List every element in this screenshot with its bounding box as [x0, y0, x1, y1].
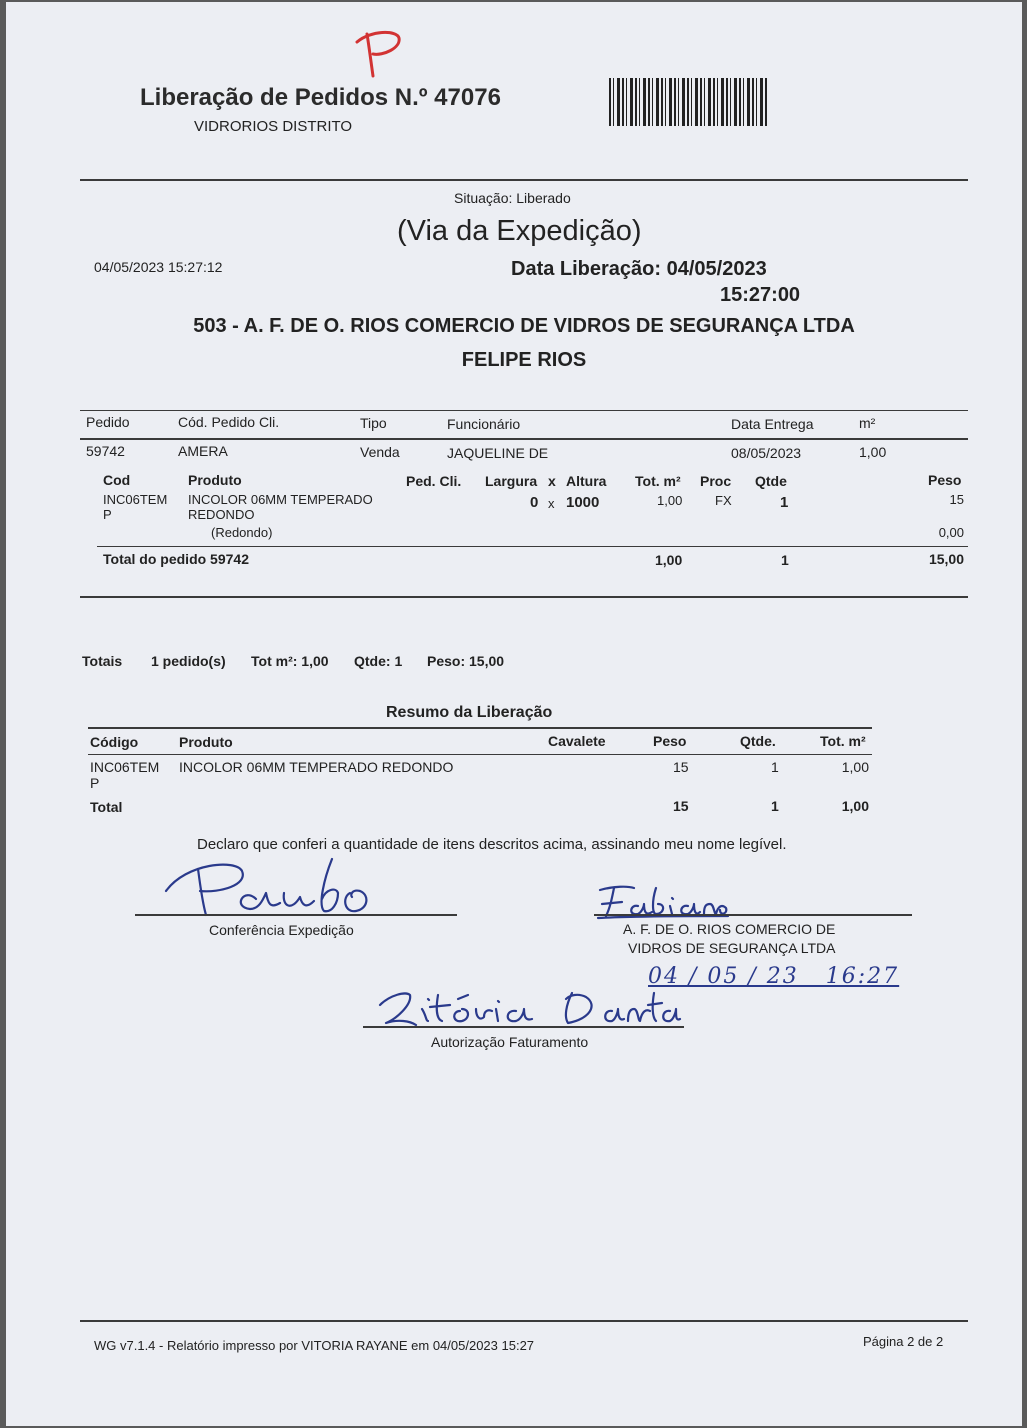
col-pedido: Pedido	[86, 414, 130, 430]
item-col-cod: Cod	[103, 472, 131, 488]
item-col-proc: Proc	[700, 473, 732, 489]
barcode	[609, 78, 767, 126]
signature-line-client	[594, 914, 912, 916]
document-title: Liberação de Pedidos N.º 47076	[140, 84, 501, 111]
item-col-ped-cli: Ped. Cli.	[406, 473, 462, 489]
signature-line-autorizacao	[363, 1026, 684, 1028]
data-liberacao: Data Liberação: 04/05/2023	[511, 258, 767, 280]
resumo-col-tot-m2: Tot. m²	[820, 733, 866, 749]
resumo-produto: INCOLOR 06MM TEMPERADO REDONDO	[179, 759, 454, 775]
order-total-m2: 1,00	[655, 552, 683, 568]
resumo-total-qtde: 1	[771, 798, 779, 814]
order-table-top-rule	[80, 410, 968, 411]
resumo-codigo-line1: INC06TEM	[90, 759, 160, 775]
footer-rule	[80, 1320, 968, 1322]
item-proc: FX	[715, 493, 732, 508]
resumo-peso: 15	[673, 759, 689, 775]
totals-pedidos: 1 pedido(s)	[151, 653, 226, 669]
item-col-qtde: Qtde	[755, 473, 787, 489]
resumo-tot-m2: 1,00	[841, 759, 869, 775]
item-col-peso: Peso	[928, 472, 962, 488]
footer-report: WG v7.1.4 - Relatório impresso por VITORIA RAYANE em 04/05/2023 15:27	[94, 1338, 535, 1353]
item-produto-detail: (Redondo)	[211, 525, 273, 540]
resumo-col-cavalete: Cavalete	[548, 733, 606, 749]
row-cod-pedido-cli: AMERA	[178, 443, 228, 459]
col-m2: m²	[859, 415, 876, 431]
client-name: 503 - A. F. DE O. RIOS COMERCIO DE VIDROS DE SEGURANÇA LTDA	[193, 315, 855, 337]
item-altura: 1000	[566, 494, 600, 511]
printed-datetime: 04/05/2023 15:27:12	[94, 259, 223, 275]
totals-peso: Peso: 15,00	[427, 653, 505, 669]
resumo-qtde: 1	[771, 759, 779, 775]
col-tipo: Tipo	[360, 415, 387, 431]
item-col-x: x	[548, 473, 556, 489]
resumo-col-codigo: Código	[90, 734, 139, 750]
col-cod-pedido-cli: Cód. Pedido Cli.	[178, 414, 280, 430]
hora-liberacao: 15:27:00	[720, 284, 801, 306]
totals-label: Totais	[82, 653, 123, 669]
item-produto-line2: REDONDO	[188, 507, 255, 522]
item-cod-line2: P	[103, 507, 112, 522]
item-qtde: 1	[780, 494, 789, 511]
resumo-codigo-line2: P	[90, 775, 100, 791]
order-table-bottom-rule	[80, 596, 968, 598]
signature-client-line1: A. F. DE O. RIOS COMERCIO DE	[623, 921, 836, 937]
resumo-top-rule	[88, 727, 872, 729]
order-header-rule	[80, 438, 968, 440]
client-contact: FELIPE RIOS	[461, 349, 587, 371]
row-pedido: 59742	[86, 443, 125, 459]
item-total-rule	[97, 546, 968, 547]
resumo-total-label: Total	[90, 799, 123, 815]
resumo-col-qtde: Qtde.	[740, 733, 776, 749]
via-label: (Via da Expedição)	[397, 215, 642, 247]
resumo-col-produto: Produto	[179, 734, 233, 750]
order-total-label: Total do pedido 59742	[103, 551, 249, 567]
row-tipo: Venda	[360, 444, 400, 460]
resumo-total-tot-m2: 1,00	[841, 798, 869, 814]
item-largura: 0	[530, 494, 539, 511]
resumo-header-rule	[88, 754, 872, 755]
signature-client-line2: VIDROS DE SEGURANÇA LTDA	[628, 940, 836, 956]
item-col-altura: Altura	[566, 473, 607, 489]
col-funcionario: Funcionário	[447, 416, 521, 432]
col-data-entrega: Data Entrega	[731, 416, 814, 432]
totals-m2: Tot m²: 1,00	[251, 653, 329, 669]
handwritten-p-mark	[351, 26, 411, 86]
signature-line-conferencia	[135, 914, 457, 916]
item-col-largura: Largura	[485, 473, 538, 489]
item-x: x	[548, 496, 555, 511]
item-col-tot-m2: Tot. m²	[635, 473, 681, 489]
company-name: VIDRORIOS DISTRITO	[194, 118, 353, 135]
order-total-peso: 15,00	[928, 551, 964, 567]
item-col-produto: Produto	[188, 472, 242, 488]
item-peso-detail: 0,00	[938, 525, 964, 540]
row-data-entrega: 08/05/2023	[731, 445, 802, 461]
row-m2: 1,00	[859, 444, 887, 460]
signature-autorizacao	[376, 987, 686, 1031]
totals-qtde: Qtde: 1	[354, 653, 403, 669]
item-peso: 15	[949, 492, 964, 507]
resumo-total-peso: 15	[673, 798, 689, 814]
order-total-qtde: 1	[781, 552, 789, 568]
declaration-text: Declaro que conferi a quantidade de itens descritos acima, assinando meu nome legível.	[197, 836, 787, 853]
row-funcionario: JAQUELINE DE	[447, 445, 549, 461]
footer-page: Página 2 de 2	[863, 1334, 944, 1349]
signature-conferencia	[156, 857, 396, 919]
header-divider	[80, 179, 968, 181]
document-page	[6, 2, 1022, 1426]
item-cod-line1: INC06TEM	[103, 492, 168, 507]
item-produto-line1: INCOLOR 06MM TEMPERADO	[188, 492, 373, 507]
signature-label-autorizacao: Autorização Faturamento	[431, 1034, 589, 1050]
item-tot-m2: 1,00	[657, 493, 683, 508]
handwritten-date: 04 / 05 / 23 16:27	[648, 964, 900, 989]
resumo-col-peso: Peso	[653, 733, 687, 749]
signature-label-conferencia: Conferência Expedição	[209, 922, 354, 938]
status-situacao: Situação: Liberado	[454, 190, 571, 206]
resumo-title: Resumo da Liberação	[386, 704, 553, 721]
